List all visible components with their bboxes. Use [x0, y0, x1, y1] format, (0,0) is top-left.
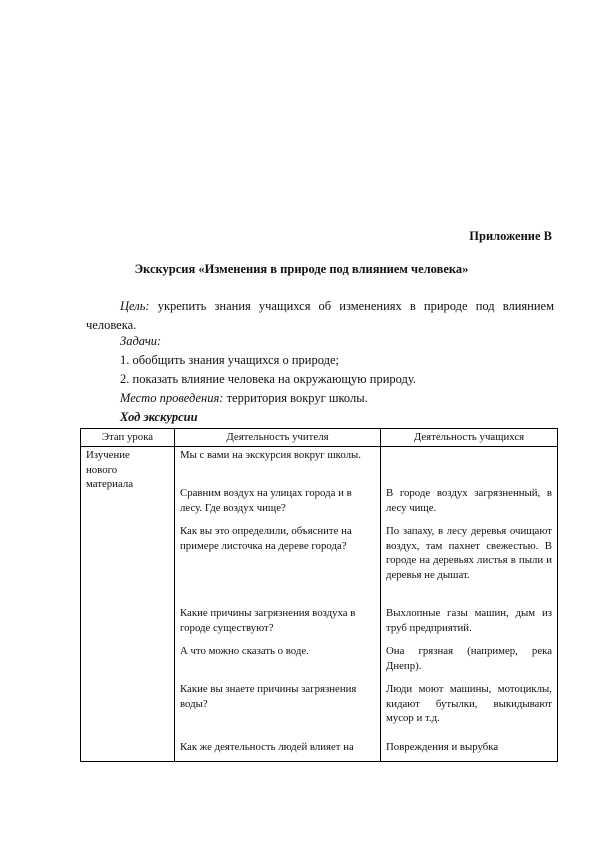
stage-text: Изучение нового материала: [86, 448, 134, 491]
teacher-cell: Как вы это определили, объясните на примере листочка на дереве города?: [175, 523, 381, 605]
teacher-cell: Какие причины загрязнения воздуха в городе существуют?: [175, 605, 381, 643]
teacher-cell: Как же деятельность людей влияет на: [175, 739, 381, 762]
goal-text: укрепить знания учащихся об изменениях в природе под влиянием человека.: [86, 299, 554, 332]
students-cell: Повреждения и вырубка: [381, 739, 558, 762]
students-cell: В городе воздух загрязненный, в лесу чище.: [381, 485, 558, 523]
appendix-label: Приложение В: [469, 229, 552, 243]
students-cell: Она грязная (например, река Днепр).: [381, 643, 558, 681]
tasks-label: Задачи:: [120, 334, 162, 348]
place-label: Место проведения:: [120, 391, 224, 405]
goal-paragraph: [86, 297, 554, 335]
students-cell: По запаху, в лесу деревья очищают воздух, там пахнет свежестью. В городе на деревьях листья в пыли и деревья не дышат.: [381, 523, 558, 605]
place-line: [120, 391, 368, 406]
task-item: 1. обобщить знания учащихся о природе;: [120, 353, 339, 367]
goal-label: Цель:: [120, 299, 150, 313]
lesson-table: [80, 428, 558, 762]
students-cell: Люди моют машины, мотоциклы, кидают бутылки, выкидывают мусор и т.д.: [381, 681, 558, 739]
students-cell: Выхлопные газы машин, дым из труб предприятий.: [381, 605, 558, 643]
table-header-cell: Деятельность учащихся: [381, 429, 558, 447]
students-cell: [381, 446, 558, 485]
tasks-heading: [120, 334, 161, 349]
course-heading: Ход экскурсии: [120, 410, 198, 424]
page-title: Экскурсия «Изменения в природе под влиянием человека»: [134, 262, 469, 276]
task-item: 2. показать влияние человека на окружающую природу.: [120, 372, 417, 386]
stage-cell: [81, 446, 175, 761]
table-header-row: [81, 429, 558, 447]
teacher-cell: Какие вы знаете причины загрязнения воды?: [175, 681, 381, 739]
table-row: [81, 446, 558, 485]
teacher-cell: А что можно сказать о воде.: [175, 643, 381, 681]
teacher-cell: Мы с вами на экскурсия вокруг школы.: [175, 446, 381, 485]
place-text: территория вокруг школы.: [226, 391, 368, 405]
table-header-cell: Этап урока: [81, 429, 175, 447]
teacher-cell: Сравним воздух на улицах города и в лесу. Где воздух чище?: [175, 485, 381, 523]
table-header-cell: Деятельность учителя: [175, 429, 381, 447]
